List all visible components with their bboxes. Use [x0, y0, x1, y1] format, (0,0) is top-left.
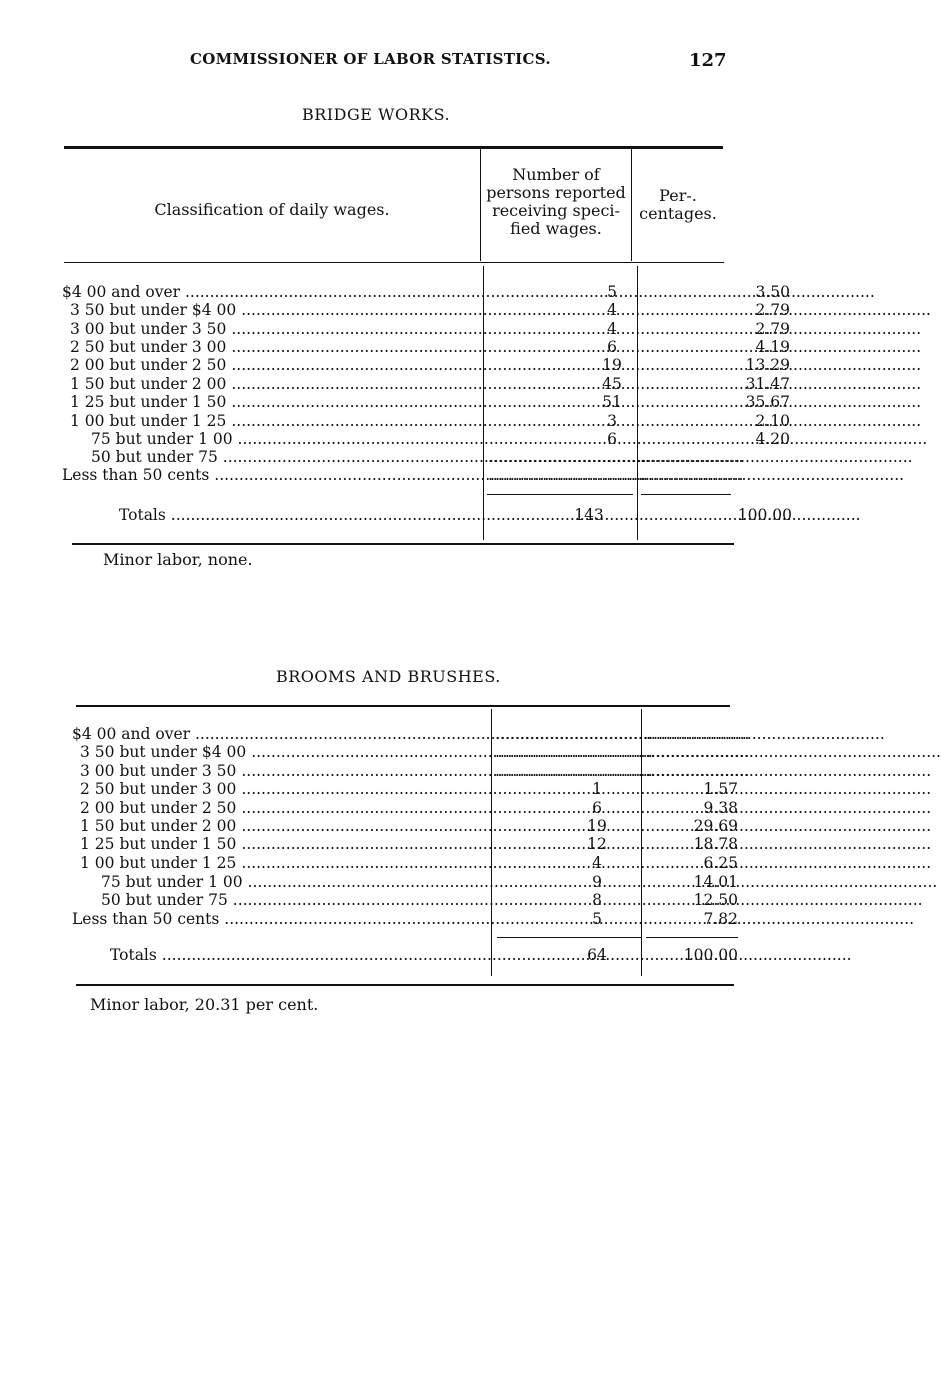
header-line: persons reported [486, 183, 626, 202]
wage-class: 75 but under 1 00 ..... [101, 873, 490, 891]
persons-count: 6 [607, 430, 617, 448]
table-row [62, 393, 790, 411]
totals-label: Totals ..... [110, 946, 490, 964]
bridge-works-title: BRIDGE WORKS. [302, 105, 451, 124]
column-header-number [481, 166, 631, 238]
percentage: 14.01 [693, 873, 738, 891]
persons-count: 6 [592, 799, 602, 817]
header-line: Per-. [659, 186, 697, 205]
persons-count: 12 [587, 835, 607, 853]
wage-class: 1 25 but under 1 50 ..... [80, 835, 490, 853]
header-line: receiving speci- [492, 201, 620, 220]
table-row [62, 430, 790, 448]
percentage: 4.20 [755, 430, 790, 448]
persons-count: 51 [602, 393, 622, 411]
wage-class: 50 but under 75 ..... [101, 891, 490, 909]
persons-count: 4 [607, 301, 617, 319]
totals-percentage: 100.00 [737, 506, 792, 524]
totals-rule [646, 937, 738, 938]
percentage: 31.47 [745, 375, 790, 393]
persons-count: 8 [592, 891, 602, 909]
persons-count: 19 [587, 817, 607, 835]
table-row [72, 780, 742, 798]
wage-class: $4 00 and over ..... [72, 725, 490, 743]
column-header-classification: Classification of daily wages. [154, 200, 390, 219]
empty-cell-dots: ..................... [640, 466, 744, 484]
column-header-percent [632, 187, 724, 223]
wage-class: 3 00 but under 3 50 ..... [80, 762, 490, 780]
table-bottom-rule [72, 543, 734, 545]
empty-cell-dots: ..................... [646, 725, 750, 743]
persons-count: 4 [607, 320, 617, 338]
percentage: 29.69 [693, 817, 738, 835]
wage-class: 1 50 but under 2 00 ..... [70, 375, 482, 393]
empty-cell-dots: ..................... [640, 448, 744, 466]
totals-row [72, 946, 742, 964]
persons-count: 5 [607, 283, 617, 301]
table-top-rule [64, 146, 723, 149]
table-row [72, 762, 750, 780]
brooms-brushes-note: Minor labor, 20.31 per cent. [90, 995, 319, 1014]
wage-class: Less than 50 cents ..... [62, 466, 482, 484]
wage-class: 1 25 but under 1 50 ..... [70, 393, 482, 411]
empty-cell-dots: ..................... [646, 743, 750, 761]
wage-class: 2 00 but under 2 50 ..... [80, 799, 490, 817]
percentage: 13.29 [745, 356, 790, 374]
empty-cell-dots: ................................ [488, 466, 646, 484]
page-number: 127 [689, 50, 727, 71]
totals-label: Totals ..... [119, 506, 482, 524]
wage-class: 1 00 but under 1 25 ..... [70, 412, 482, 430]
persons-count: 3 [607, 412, 617, 430]
percentage: 2.10 [755, 412, 790, 430]
persons-count: 1 [592, 780, 602, 798]
table-row [62, 356, 790, 374]
totals-count: 64 [587, 946, 607, 964]
wage-class: Less than 50 cents ..... [72, 910, 490, 928]
percentage: 3.50 [755, 283, 790, 301]
header-line: Number of [512, 165, 600, 184]
totals-rule [641, 494, 731, 495]
table-row [72, 743, 750, 761]
wage-class: 3 00 but under 3 50 ..... [70, 320, 482, 338]
brooms-brushes-title: BROOMS AND BRUSHES. [276, 667, 501, 686]
table-row [72, 799, 742, 817]
empty-cell-dots: ................................ [495, 725, 653, 743]
header-line: centages. [639, 204, 717, 223]
percentage: 4.19 [755, 338, 790, 356]
wage-class: 75 but under 1 00 ..... [91, 430, 482, 448]
running-header: COMMISSIONER OF LABOR STATISTICS. [190, 50, 551, 68]
persons-count: 6 [607, 338, 617, 356]
wage-class: 1 00 but under 1 25 ..... [80, 854, 490, 872]
header-bottom-rule [64, 262, 724, 263]
table-row [62, 320, 790, 338]
table-top-rule [76, 705, 730, 707]
empty-cell-dots: ................................ [495, 743, 653, 761]
persons-count: 19 [602, 356, 622, 374]
percentage: 1.57 [703, 780, 738, 798]
table-row [62, 338, 790, 356]
percentage: 2.79 [755, 301, 790, 319]
persons-count: 4 [592, 854, 602, 872]
totals-percentage: 100.00 [683, 946, 738, 964]
persons-count: 5 [592, 910, 602, 928]
wage-class: $4 00 and over ..... [62, 283, 482, 301]
totals-count: 143 [574, 506, 604, 524]
wage-class: 3 50 but under $4 00 ..... [80, 743, 490, 761]
wage-class: 50 but under 75 ..... [91, 448, 482, 466]
table-row [72, 817, 742, 835]
wage-class: 2 50 but under 3 00 ..... [80, 780, 490, 798]
wage-class: 3 50 but under $4 00 ..... [70, 301, 482, 319]
wage-class: 2 50 but under 3 00 ..... [70, 338, 482, 356]
persons-count: 45 [602, 375, 622, 393]
header-line: fied wages. [510, 219, 602, 238]
table-row [72, 873, 742, 891]
persons-count: 9 [592, 873, 602, 891]
table-row [72, 910, 742, 928]
percentage: 35.67 [745, 393, 790, 411]
table-row [62, 375, 790, 393]
empty-cell-dots: ..................... [646, 762, 750, 780]
table-row [62, 466, 744, 484]
percentage: 9.38 [703, 799, 738, 817]
percentage: 7.82 [703, 910, 738, 928]
table-row [62, 283, 790, 301]
percentage: 6.25 [703, 854, 738, 872]
totals-row [62, 506, 792, 524]
percentage: 2.79 [755, 320, 790, 338]
percentage: 12.50 [693, 891, 738, 909]
empty-cell-dots: ................................ [495, 762, 653, 780]
wage-class: 1 50 but under 2 00 ..... [80, 817, 490, 835]
table-bottom-rule [76, 984, 734, 986]
table-row [72, 725, 750, 743]
empty-cell-dots: ................................ [488, 448, 646, 466]
percentage: 18.78 [693, 835, 738, 853]
table-row [62, 448, 744, 466]
totals-rule [487, 494, 633, 495]
table-row [72, 835, 742, 853]
wage-class: 2 00 but under 2 50 ..... [70, 356, 482, 374]
table-row [62, 301, 790, 319]
table-row [72, 854, 742, 872]
table-row [72, 891, 742, 909]
totals-rule [497, 937, 641, 938]
table-row [62, 412, 790, 430]
bridge-works-note: Minor labor, none. [103, 550, 253, 569]
